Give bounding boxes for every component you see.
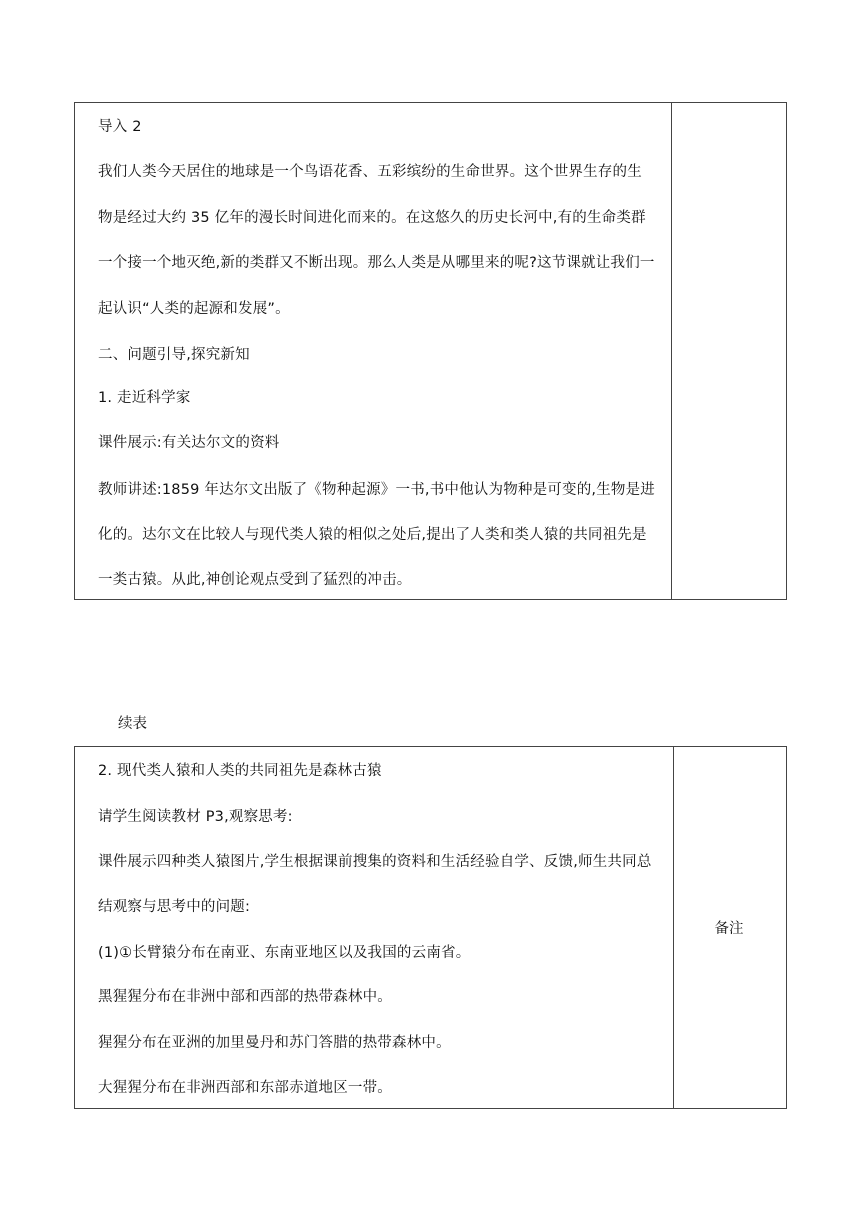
table1-line: 起认识“人类的起源和发展”。 xyxy=(98,301,290,317)
table1-line: 化的。达尔文在比较人与现代类人猿的相似之处后,提出了人类和类人猿的共同祖先是 xyxy=(98,527,647,543)
table1-line: 1. 走近科学家 xyxy=(98,390,191,406)
table2-line: 课件展示四种类人猿图片,学生根据课前搜集的资料和生活经验自学、反馈,师生共同总 xyxy=(98,854,652,870)
table1-line: 教师讲述:1859 年达尔文出版了《物种起源》一书,书中他认为物种是可变的,生物是进 xyxy=(98,482,656,498)
notes-label: 备注 xyxy=(714,921,744,937)
table2-line: 猩猩分布在亚洲的加里曼丹和苏门答腊的热带森林中。 xyxy=(98,1035,451,1051)
table1-line: 一类古猿。从此,神创论观点受到了猛烈的冲击。 xyxy=(98,572,412,588)
table2-notes-cell xyxy=(672,747,786,1108)
table1-line: 导入 2 xyxy=(98,119,142,135)
table1-notes-cell xyxy=(672,103,786,599)
table1-line: 一个接一个地灭绝,新的类群又不断出现。那么人类是从哪里来的呢?这节课就让我们一 xyxy=(98,255,655,271)
table2-line: (1)①长臂猿分布在南亚、东南亚地区以及我国的云南省。 xyxy=(98,945,471,961)
table2-line: 黑猩猩分布在非洲中部和西部的热带森林中。 xyxy=(98,989,392,1005)
lesson-table-2 xyxy=(74,746,787,1109)
table1-line: 物是经过大约 35 亿年的漫长时间进化而来的。在这悠久的历史长河中,有的生命类群 xyxy=(98,210,646,226)
table2-line: 结观察与思考中的问题: xyxy=(98,899,251,915)
lesson-table-1 xyxy=(74,102,787,600)
table1-line: 我们人类今天居住的地球是一个鸟语花香、五彩缤纷的生命世界。这个世界生存的生 xyxy=(98,164,642,180)
continued-table-caption: 续表 xyxy=(118,716,147,732)
table2-line: 请学生阅读教材 P3,观察思考: xyxy=(98,809,293,825)
table1-line: 二、问题引导,探究新知 xyxy=(98,347,250,363)
table1-line: 课件展示:有关达尔文的资料 xyxy=(98,435,280,451)
table2-line: 2. 现代类人猿和人类的共同祖先是森林古猿 xyxy=(98,763,382,779)
table2-line: 大猩猩分布在非洲西部和东部赤道地区一带。 xyxy=(98,1080,392,1096)
